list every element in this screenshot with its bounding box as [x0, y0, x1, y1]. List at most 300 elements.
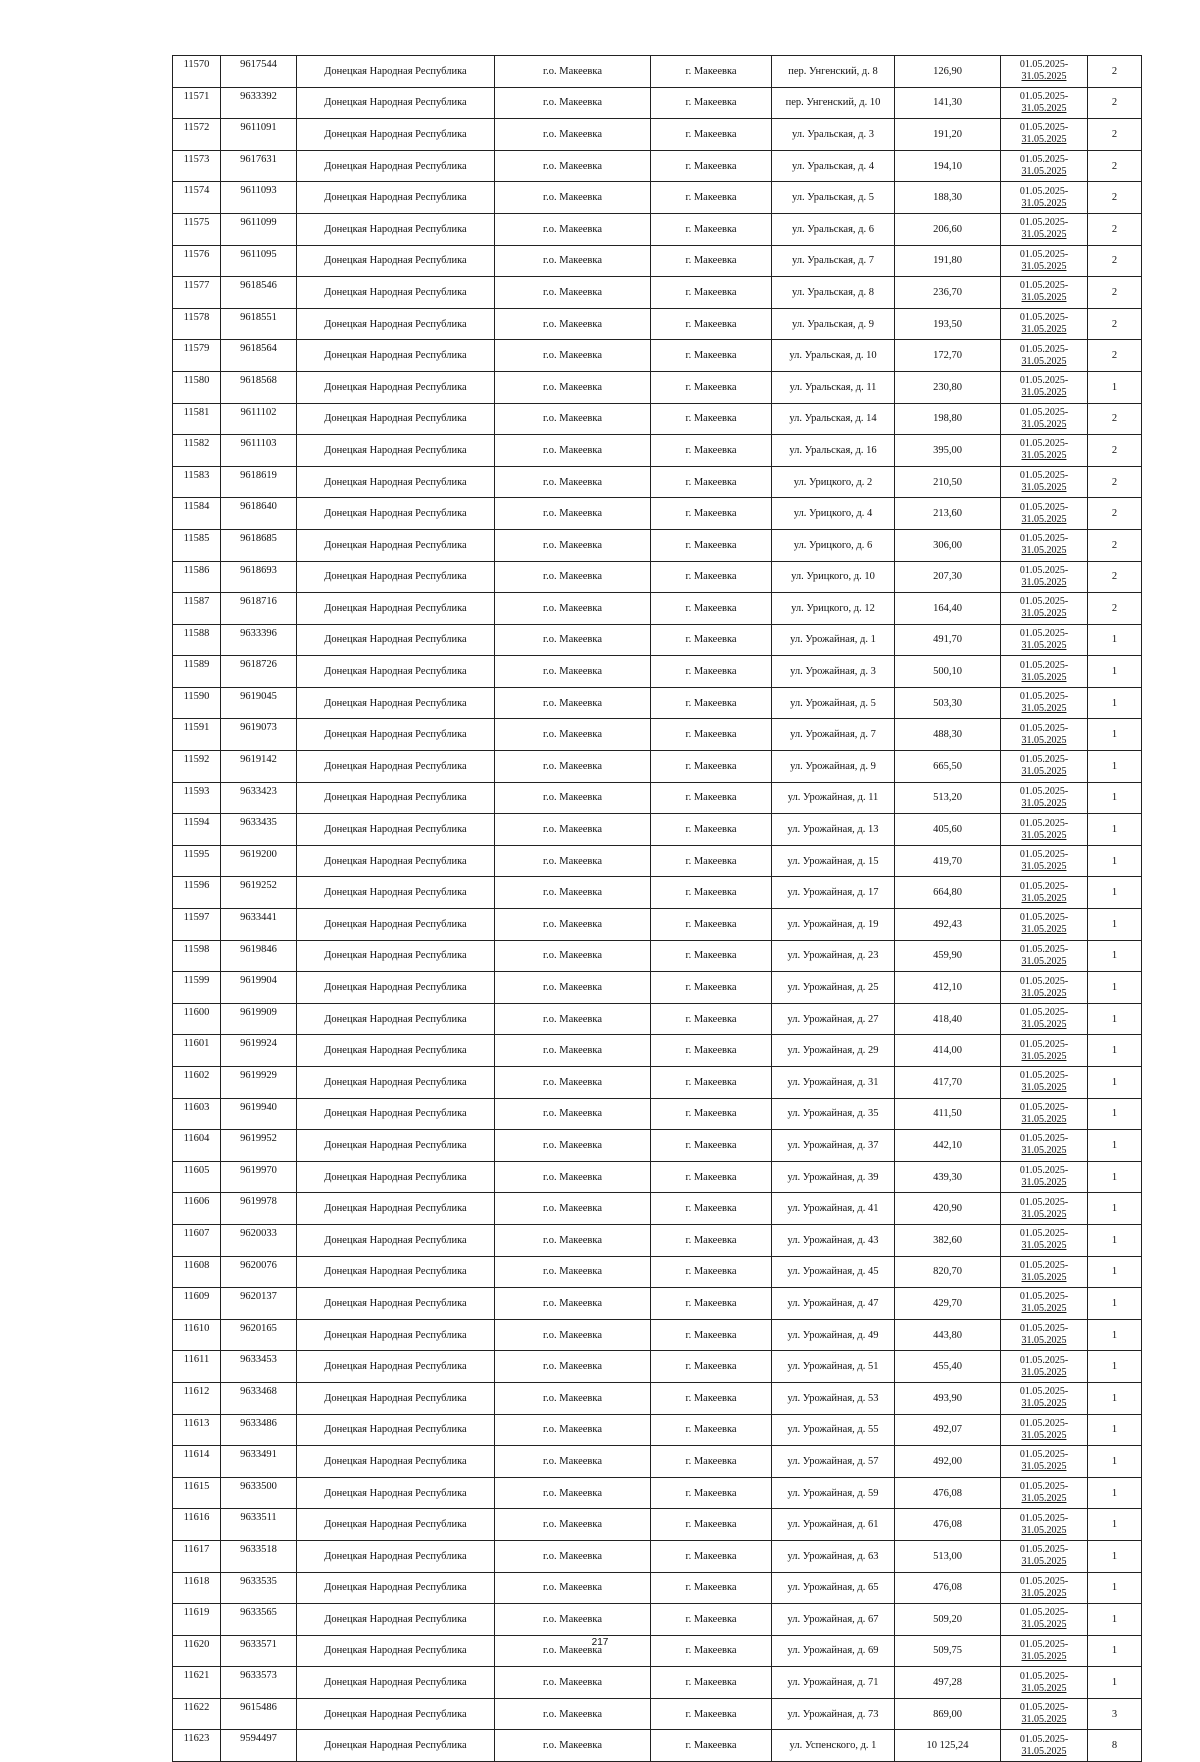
table-row — [173, 1382, 1142, 1414]
period-cell — [1001, 1414, 1088, 1446]
table-row — [173, 1256, 1142, 1288]
period-end: 31.05.2025 — [1021, 892, 1067, 904]
district-cell: г.о. Макеевка — [495, 1698, 651, 1730]
city-cell: г. Макеевка — [651, 1288, 772, 1320]
object-code-cell: 9594497 — [221, 1730, 297, 1762]
object-code-cell: 9618640 — [221, 498, 297, 530]
period-end: 31.05.2025 — [1021, 1145, 1067, 1157]
row-number-cell: 11610 — [173, 1319, 221, 1351]
period-end: 31.05.2025 — [1021, 576, 1067, 588]
count-cell: 1 — [1088, 1130, 1142, 1162]
city-cell: г. Макеевка — [651, 119, 772, 151]
area-cell: 513,00 — [895, 1540, 1001, 1572]
period-end: 31.05.2025 — [1021, 482, 1067, 494]
table-row — [173, 687, 1142, 719]
period-start: 01.05.2025- — [1019, 217, 1069, 229]
period-cell — [1001, 1130, 1088, 1162]
table-row — [173, 1667, 1142, 1699]
city-cell: г. Макеевка — [651, 56, 772, 88]
object-code-cell: 9633468 — [221, 1382, 297, 1414]
period-start: 01.05.2025- — [1019, 1733, 1069, 1745]
object-code-cell: 9620165 — [221, 1319, 297, 1351]
table-body — [173, 56, 1142, 1762]
region-cell: Донецкая Народная Республика — [297, 1540, 495, 1572]
period-cell — [1001, 1698, 1088, 1730]
period-end: 31.05.2025 — [1021, 1050, 1067, 1062]
count-cell: 8 — [1088, 1730, 1142, 1762]
period-end: 31.05.2025 — [1021, 292, 1067, 304]
district-cell: г.о. Макеевка — [495, 561, 651, 593]
city-cell: г. Макеевка — [651, 182, 772, 214]
area-cell: 509,20 — [895, 1604, 1001, 1636]
city-cell: г. Макеевка — [651, 87, 772, 119]
period-end: 31.05.2025 — [1021, 1556, 1067, 1568]
table-row — [173, 751, 1142, 783]
district-cell: г.о. Макеевка — [495, 56, 651, 88]
count-cell: 1 — [1088, 1351, 1142, 1383]
region-cell: Донецкая Народная Республика — [297, 435, 495, 467]
district-cell: г.о. Макеевка — [495, 1288, 651, 1320]
object-code-cell: 9619952 — [221, 1130, 297, 1162]
object-code-cell: 9633535 — [221, 1572, 297, 1604]
row-number-cell: 11605 — [173, 1161, 221, 1193]
row-number-cell: 11612 — [173, 1382, 221, 1414]
table-row — [173, 1161, 1142, 1193]
district-cell: г.о. Макеевка — [495, 1224, 651, 1256]
object-code-cell: 9619073 — [221, 719, 297, 751]
city-cell: г. Макеевка — [651, 656, 772, 688]
region-cell: Донецкая Народная Республика — [297, 1698, 495, 1730]
row-number-cell: 11603 — [173, 1098, 221, 1130]
row-number-cell: 11588 — [173, 624, 221, 656]
period-end: 31.05.2025 — [1021, 1113, 1067, 1125]
period-end: 31.05.2025 — [1021, 1493, 1067, 1505]
area-cell: 405,60 — [895, 814, 1001, 846]
city-cell: г. Макеевка — [651, 371, 772, 403]
period-cell — [1001, 1224, 1088, 1256]
address-cell: ул. Урицкого, д. 12 — [772, 593, 895, 625]
table-row — [173, 814, 1142, 846]
period-start: 01.05.2025- — [1019, 343, 1069, 355]
region-cell: Донецкая Народная Республика — [297, 1098, 495, 1130]
registry-sheet — [172, 55, 1141, 1762]
city-cell: г. Макеевка — [651, 277, 772, 309]
address-cell: ул. Урицкого, д. 10 — [772, 561, 895, 593]
region-cell: Донецкая Народная Республика — [297, 56, 495, 88]
object-code-cell: 9619142 — [221, 751, 297, 783]
address-cell: ул. Урожайная, д. 17 — [772, 877, 895, 909]
area-cell: 141,30 — [895, 87, 1001, 119]
city-cell: г. Макеевка — [651, 1477, 772, 1509]
row-number-cell: 11608 — [173, 1256, 221, 1288]
row-number-cell: 11616 — [173, 1509, 221, 1541]
period-cell — [1001, 940, 1088, 972]
period-cell — [1001, 529, 1088, 561]
table-row — [173, 1193, 1142, 1225]
address-cell: ул. Урожайная, д. 3 — [772, 656, 895, 688]
area-cell: 503,30 — [895, 687, 1001, 719]
count-cell: 1 — [1088, 1667, 1142, 1699]
row-number-cell: 11611 — [173, 1351, 221, 1383]
count-cell: 1 — [1088, 782, 1142, 814]
district-cell: г.о. Макеевка — [495, 656, 651, 688]
region-cell: Донецкая Народная Республика — [297, 1193, 495, 1225]
period-end: 31.05.2025 — [1021, 1461, 1067, 1473]
period-cell — [1001, 277, 1088, 309]
period-end: 31.05.2025 — [1021, 324, 1067, 336]
region-cell: Донецкая Народная Республика — [297, 845, 495, 877]
period-start: 01.05.2025- — [1019, 280, 1069, 292]
area-cell: 488,30 — [895, 719, 1001, 751]
period-cell — [1001, 814, 1088, 846]
area-cell: 191,80 — [895, 245, 1001, 277]
area-cell: 188,30 — [895, 182, 1001, 214]
object-code-cell: 9633396 — [221, 624, 297, 656]
object-code-cell: 9619252 — [221, 877, 297, 909]
period-cell — [1001, 1319, 1088, 1351]
city-cell: г. Макеевка — [651, 687, 772, 719]
address-cell: ул. Урожайная, д. 7 — [772, 719, 895, 751]
period-end: 31.05.2025 — [1021, 1524, 1067, 1536]
row-number-cell: 11604 — [173, 1130, 221, 1162]
region-cell: Донецкая Народная Республика — [297, 1035, 495, 1067]
region-cell: Донецкая Народная Республика — [297, 687, 495, 719]
object-code-cell: 9619846 — [221, 940, 297, 972]
address-cell: пер. Унгенский, д. 8 — [772, 56, 895, 88]
period-cell — [1001, 1161, 1088, 1193]
period-start: 01.05.2025- — [1019, 1544, 1069, 1556]
city-cell: г. Макеевка — [651, 1604, 772, 1636]
district-cell: г.о. Макеевка — [495, 845, 651, 877]
registry-table — [172, 55, 1142, 1762]
period-start: 01.05.2025- — [1019, 1165, 1069, 1177]
district-cell: г.о. Макеевка — [495, 972, 651, 1004]
row-number-cell: 11596 — [173, 877, 221, 909]
period-end: 31.05.2025 — [1021, 260, 1067, 272]
address-cell: ул. Урожайная, д. 69 — [772, 1635, 895, 1667]
row-number-cell: 11614 — [173, 1446, 221, 1478]
address-cell: ул. Уральская, д. 4 — [772, 150, 895, 182]
address-cell: ул. Уральская, д. 14 — [772, 403, 895, 435]
region-cell: Донецкая Народная Республика — [297, 277, 495, 309]
count-cell: 2 — [1088, 498, 1142, 530]
region-cell: Донецкая Народная Республика — [297, 1635, 495, 1667]
city-cell: г. Макеевка — [651, 403, 772, 435]
period-start: 01.05.2025- — [1019, 659, 1069, 671]
row-number-cell: 11606 — [173, 1193, 221, 1225]
table-row — [173, 845, 1142, 877]
region-cell: Донецкая Народная Республика — [297, 1256, 495, 1288]
object-code-cell: 9619909 — [221, 1003, 297, 1035]
period-end: 31.05.2025 — [1021, 1082, 1067, 1094]
row-number-cell: 11576 — [173, 245, 221, 277]
period-start: 01.05.2025- — [1019, 1607, 1069, 1619]
period-cell — [1001, 371, 1088, 403]
period-start: 01.05.2025- — [1019, 122, 1069, 134]
table-row — [173, 466, 1142, 498]
table-row — [173, 1224, 1142, 1256]
region-cell: Донецкая Народная Республика — [297, 1572, 495, 1604]
area-cell: 869,00 — [895, 1698, 1001, 1730]
area-cell: 665,50 — [895, 751, 1001, 783]
region-cell: Донецкая Народная Республика — [297, 1003, 495, 1035]
row-number-cell: 11594 — [173, 814, 221, 846]
period-cell — [1001, 403, 1088, 435]
period-start: 01.05.2025- — [1019, 59, 1069, 71]
table-row — [173, 435, 1142, 467]
period-cell — [1001, 213, 1088, 245]
table-row — [173, 213, 1142, 245]
city-cell: г. Макеевка — [651, 1635, 772, 1667]
period-start: 01.05.2025- — [1019, 406, 1069, 418]
table-row — [173, 1067, 1142, 1099]
address-cell: ул. Урожайная, д. 27 — [772, 1003, 895, 1035]
count-cell: 2 — [1088, 308, 1142, 340]
area-cell: 476,08 — [895, 1477, 1001, 1509]
period-end: 31.05.2025 — [1021, 766, 1067, 778]
period-start: 01.05.2025- — [1019, 691, 1069, 703]
count-cell: 1 — [1088, 1414, 1142, 1446]
address-cell: ул. Урожайная, д. 11 — [772, 782, 895, 814]
object-code-cell: 9633392 — [221, 87, 297, 119]
district-cell: г.о. Макеевка — [495, 687, 651, 719]
district-cell: г.о. Макеевка — [495, 277, 651, 309]
period-cell — [1001, 687, 1088, 719]
page-number: 217 — [591, 1637, 609, 1648]
district-cell: г.о. Макеевка — [495, 814, 651, 846]
region-cell: Донецкая Народная Республика — [297, 782, 495, 814]
row-number-cell: 11585 — [173, 529, 221, 561]
object-code-cell: 9619978 — [221, 1193, 297, 1225]
period-cell — [1001, 1730, 1088, 1762]
object-code-cell: 9633565 — [221, 1604, 297, 1636]
object-code-cell: 9633435 — [221, 814, 297, 846]
region-cell: Донецкая Народная Республика — [297, 340, 495, 372]
period-cell — [1001, 782, 1088, 814]
region-cell: Донецкая Народная Республика — [297, 1446, 495, 1478]
address-cell: ул. Урожайная, д. 63 — [772, 1540, 895, 1572]
count-cell: 2 — [1088, 340, 1142, 372]
address-cell: ул. Урожайная, д. 29 — [772, 1035, 895, 1067]
area-cell: 210,50 — [895, 466, 1001, 498]
address-cell: ул. Уральская, д. 6 — [772, 213, 895, 245]
period-start: 01.05.2025- — [1019, 90, 1069, 102]
count-cell: 1 — [1088, 1540, 1142, 1572]
city-cell: г. Макеевка — [651, 1067, 772, 1099]
address-cell: ул. Уральская, д. 5 — [772, 182, 895, 214]
district-cell: г.о. Макеевка — [495, 371, 651, 403]
count-cell: 1 — [1088, 1319, 1142, 1351]
city-cell: г. Макеевка — [651, 1698, 772, 1730]
period-start: 01.05.2025- — [1019, 375, 1069, 387]
period-end: 31.05.2025 — [1021, 229, 1067, 241]
period-cell — [1001, 435, 1088, 467]
city-cell: г. Макеевка — [651, 972, 772, 1004]
table-row — [173, 656, 1142, 688]
period-start: 01.05.2025- — [1019, 1133, 1069, 1145]
region-cell: Донецкая Народная Республика — [297, 245, 495, 277]
table-row — [173, 1288, 1142, 1320]
address-cell: ул. Урожайная, д. 25 — [772, 972, 895, 1004]
period-end: 31.05.2025 — [1021, 861, 1067, 873]
district-cell: г.о. Макеевка — [495, 245, 651, 277]
period-end: 31.05.2025 — [1021, 197, 1067, 209]
table-row — [173, 1351, 1142, 1383]
period-cell — [1001, 182, 1088, 214]
period-start: 01.05.2025- — [1019, 185, 1069, 197]
address-cell: ул. Урожайная, д. 19 — [772, 909, 895, 941]
row-number-cell: 11574 — [173, 182, 221, 214]
region-cell: Донецкая Народная Республика — [297, 1477, 495, 1509]
area-cell: 306,00 — [895, 529, 1001, 561]
object-code-cell: 9633573 — [221, 1667, 297, 1699]
table-row — [173, 782, 1142, 814]
city-cell: г. Макеевка — [651, 1572, 772, 1604]
count-cell: 1 — [1088, 909, 1142, 941]
district-cell: г.о. Макеевка — [495, 182, 651, 214]
city-cell: г. Макеевка — [651, 719, 772, 751]
district-cell: г.о. Макеевка — [495, 435, 651, 467]
period-end: 31.05.2025 — [1021, 1335, 1067, 1347]
area-cell: 442,10 — [895, 1130, 1001, 1162]
city-cell: г. Макеевка — [651, 877, 772, 909]
table-row — [173, 1003, 1142, 1035]
period-start: 01.05.2025- — [1019, 943, 1069, 955]
count-cell: 1 — [1088, 1382, 1142, 1414]
region-cell: Донецкая Народная Республика — [297, 466, 495, 498]
table-row — [173, 340, 1142, 372]
area-cell: 820,70 — [895, 1256, 1001, 1288]
period-end: 31.05.2025 — [1021, 703, 1067, 715]
region-cell: Донецкая Народная Республика — [297, 1067, 495, 1099]
address-cell: ул. Урожайная, д. 49 — [772, 1319, 895, 1351]
object-code-cell: 9619970 — [221, 1161, 297, 1193]
period-start: 01.05.2025- — [1019, 1702, 1069, 1714]
object-code-cell: 9618546 — [221, 277, 297, 309]
period-end: 31.05.2025 — [1021, 1398, 1067, 1410]
table-row — [173, 1414, 1142, 1446]
table-row — [173, 909, 1142, 941]
period-end: 31.05.2025 — [1021, 829, 1067, 841]
city-cell: г. Макеевка — [651, 150, 772, 182]
address-cell: ул. Урожайная, д. 55 — [772, 1414, 895, 1446]
period-cell — [1001, 1003, 1088, 1035]
object-code-cell: 9618568 — [221, 371, 297, 403]
period-end: 31.05.2025 — [1021, 1714, 1067, 1726]
object-code-cell: 9618685 — [221, 529, 297, 561]
object-code-cell: 9611103 — [221, 435, 297, 467]
period-start: 01.05.2025- — [1019, 533, 1069, 545]
object-code-cell: 9619904 — [221, 972, 297, 1004]
city-cell: г. Макеевка — [651, 1035, 772, 1067]
count-cell: 1 — [1088, 877, 1142, 909]
count-cell: 1 — [1088, 940, 1142, 972]
count-cell: 1 — [1088, 1003, 1142, 1035]
region-cell: Донецкая Народная Республика — [297, 119, 495, 151]
period-cell — [1001, 1382, 1088, 1414]
address-cell: ул. Уральская, д. 11 — [772, 371, 895, 403]
area-cell: 492,07 — [895, 1414, 1001, 1446]
district-cell: г.о. Макеевка — [495, 782, 651, 814]
count-cell: 2 — [1088, 466, 1142, 498]
district-cell: г.о. Макеевка — [495, 1035, 651, 1067]
row-number-cell: 11623 — [173, 1730, 221, 1762]
region-cell: Донецкая Народная Республика — [297, 403, 495, 435]
region-cell: Донецкая Народная Республика — [297, 213, 495, 245]
city-cell: г. Макеевка — [651, 466, 772, 498]
table-row — [173, 593, 1142, 625]
address-cell: ул. Урожайная, д. 51 — [772, 1351, 895, 1383]
table-row — [173, 1604, 1142, 1636]
period-cell — [1001, 498, 1088, 530]
period-cell — [1001, 972, 1088, 1004]
district-cell: г.о. Макеевка — [495, 1604, 651, 1636]
district-cell: г.о. Макеевка — [495, 529, 651, 561]
city-cell: г. Макеевка — [651, 1351, 772, 1383]
count-cell: 1 — [1088, 1035, 1142, 1067]
object-code-cell: 9620076 — [221, 1256, 297, 1288]
count-cell: 2 — [1088, 561, 1142, 593]
period-end: 31.05.2025 — [1021, 1650, 1067, 1662]
count-cell: 2 — [1088, 435, 1142, 467]
table-row — [173, 498, 1142, 530]
region-cell: Донецкая Народная Республика — [297, 1667, 495, 1699]
row-number-cell: 11571 — [173, 87, 221, 119]
object-code-cell: 9620033 — [221, 1224, 297, 1256]
period-end: 31.05.2025 — [1021, 1208, 1067, 1220]
period-start: 01.05.2025- — [1019, 975, 1069, 987]
period-start: 01.05.2025- — [1019, 1323, 1069, 1335]
count-cell: 1 — [1088, 719, 1142, 751]
row-number-cell: 11599 — [173, 972, 221, 1004]
district-cell: г.о. Макеевка — [495, 1572, 651, 1604]
object-code-cell: 9617631 — [221, 150, 297, 182]
object-code-cell: 9618726 — [221, 656, 297, 688]
table-row — [173, 371, 1142, 403]
table-row — [173, 624, 1142, 656]
region-cell: Донецкая Народная Республика — [297, 308, 495, 340]
period-end: 31.05.2025 — [1021, 797, 1067, 809]
address-cell: ул. Уральская, д. 16 — [772, 435, 895, 467]
city-cell: г. Макеевка — [651, 1382, 772, 1414]
row-number-cell: 11582 — [173, 435, 221, 467]
count-cell: 2 — [1088, 213, 1142, 245]
table-row — [173, 529, 1142, 561]
period-end: 31.05.2025 — [1021, 545, 1067, 557]
city-cell: г. Макеевка — [651, 1414, 772, 1446]
area-cell: 419,70 — [895, 845, 1001, 877]
area-cell: 476,08 — [895, 1509, 1001, 1541]
count-cell: 1 — [1088, 972, 1142, 1004]
row-number-cell: 11584 — [173, 498, 221, 530]
period-end: 31.05.2025 — [1021, 1240, 1067, 1252]
count-cell: 1 — [1088, 1256, 1142, 1288]
area-cell: 191,20 — [895, 119, 1001, 151]
period-start: 01.05.2025- — [1019, 1481, 1069, 1493]
row-number-cell: 11579 — [173, 340, 221, 372]
period-cell — [1001, 466, 1088, 498]
period-cell — [1001, 656, 1088, 688]
count-cell: 3 — [1088, 1698, 1142, 1730]
area-cell: 492,00 — [895, 1446, 1001, 1478]
table-row — [173, 1098, 1142, 1130]
region-cell: Донецкая Народная Республика — [297, 529, 495, 561]
period-end: 31.05.2025 — [1021, 102, 1067, 114]
period-start: 01.05.2025- — [1019, 1038, 1069, 1050]
object-code-cell: 9620137 — [221, 1288, 297, 1320]
area-cell: 206,60 — [895, 213, 1001, 245]
row-number-cell: 11615 — [173, 1477, 221, 1509]
